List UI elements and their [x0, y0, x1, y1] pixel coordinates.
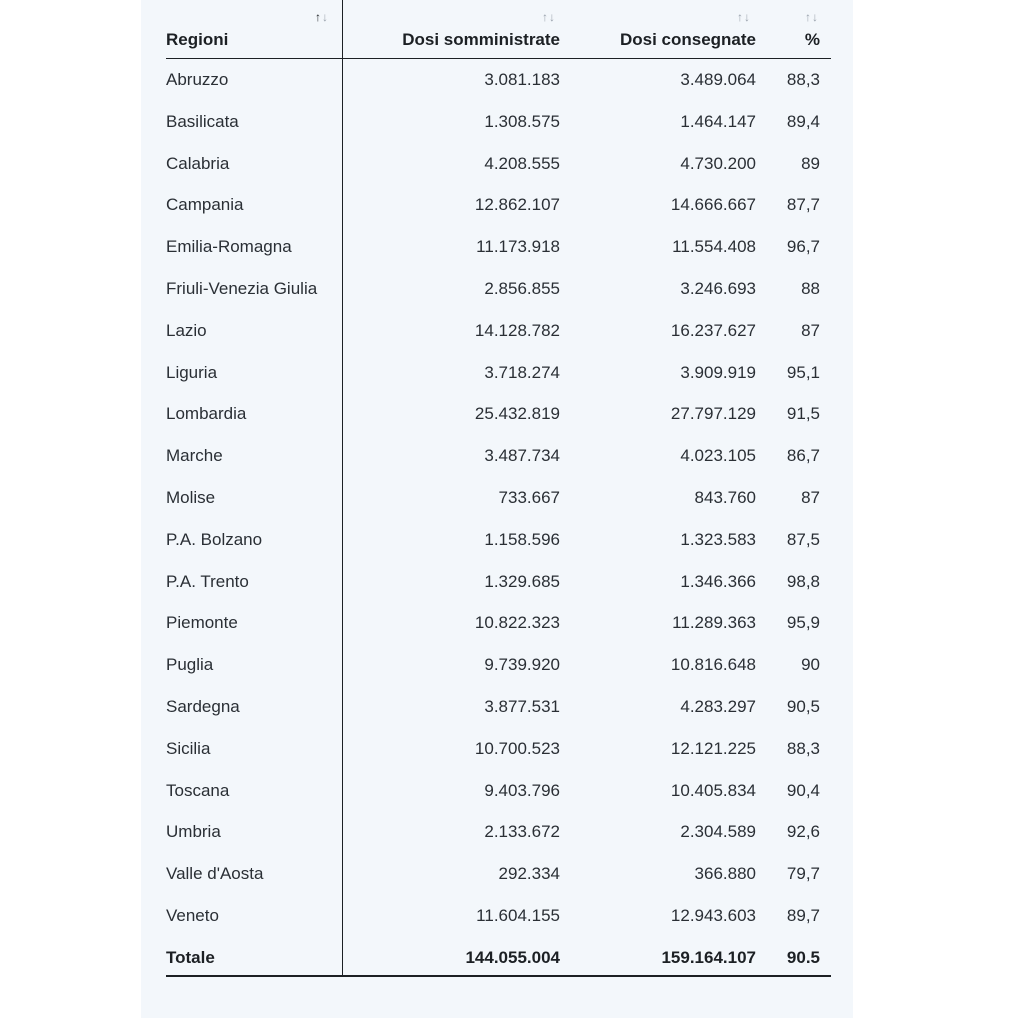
region-cell: Lombardia — [166, 404, 247, 424]
dosi-somministrate-cell: 25.432.819 — [474, 404, 560, 424]
region-cell: Totale — [166, 947, 215, 967]
dosi-consegnate-cell: 2.304.589 — [680, 822, 756, 842]
percent-cell: 87,7 — [786, 195, 820, 215]
dosi-consegnate-cell: 3.246.693 — [680, 278, 756, 298]
dosi-consegnate-cell: 4.283.297 — [680, 696, 756, 716]
region-cell: Toscana — [166, 780, 230, 800]
dosi-consegnate-cell: 843.760 — [694, 487, 756, 507]
dosi-somministrate-cell: 9.739.920 — [484, 655, 560, 675]
percent-cell: 88,3 — [786, 738, 820, 758]
table-row — [166, 268, 831, 310]
region-cell: Lazio — [166, 320, 207, 340]
table-row — [166, 853, 831, 895]
dosi-somministrate-cell: 11.604.155 — [476, 905, 560, 925]
dosi-somministrate-cell: 3.487.734 — [484, 446, 560, 466]
dosi-consegnate-cell: 1.464.147 — [680, 111, 756, 131]
dosi-somministrate-cell: 292.334 — [498, 864, 560, 884]
dosi-somministrate-cell: 144.055.004 — [465, 947, 560, 967]
region-cell: P.A. Bolzano — [166, 529, 263, 549]
dosi-consegnate-cell: 11.289.363 — [672, 613, 756, 633]
dosi-consegnate-cell: 10.405.834 — [670, 780, 756, 800]
dosi-consegnate-cell: 14.666.667 — [670, 195, 756, 215]
dosi-consegnate-cell: 11.554.408 — [672, 237, 756, 257]
header-dosi-somministrate[interactable]: Dosi somministrate — [402, 30, 560, 49]
region-cell: Emilia-Romagna — [166, 237, 292, 257]
percent-cell: 87 — [801, 487, 820, 507]
region-cell: Sicilia — [166, 738, 211, 758]
percent-cell: 90 — [801, 655, 820, 675]
table-row — [166, 310, 831, 352]
percent-cell: 86,7 — [786, 446, 820, 466]
dosi-somministrate-cell: 11.173.918 — [476, 237, 560, 257]
region-cell: Basilicata — [166, 111, 239, 131]
dosi-somministrate-cell: 1.329.685 — [484, 571, 560, 591]
dosi-consegnate-cell: 12.121.225 — [670, 738, 756, 758]
percent-cell: 96,7 — [786, 237, 820, 257]
percent-cell: 89 — [801, 153, 820, 173]
dosi-somministrate-cell: 3.081.183 — [484, 70, 560, 89]
percent-cell: 95,9 — [786, 613, 820, 633]
header-dosi-consegnate[interactable]: Dosi consegnate — [619, 30, 756, 49]
header-regioni[interactable]: Regioni — [166, 30, 229, 49]
region-cell: Marche — [166, 446, 223, 466]
percent-cell: 90,5 — [786, 696, 820, 716]
percent-cell: 89,7 — [786, 905, 820, 925]
region-cell: Calabria — [166, 153, 230, 173]
sort-dosi-somministrate-button[interactable]: ↑↓ — [542, 10, 556, 24]
dosi-somministrate-cell: 1.158.596 — [484, 529, 560, 549]
dosi-somministrate-cell: 10.700.523 — [474, 738, 560, 758]
percent-cell: 91,5 — [786, 404, 820, 424]
region-cell: Umbria — [166, 822, 221, 842]
percent-cell: 92,6 — [786, 822, 820, 842]
dosi-consegnate-cell: 1.323.583 — [680, 529, 756, 549]
table-row — [166, 435, 831, 477]
percent-cell: 90,4 — [786, 780, 820, 800]
total-row — [166, 937, 831, 979]
region-cell: Molise — [166, 487, 216, 507]
region-cell: Piemonte — [166, 613, 238, 633]
table-row — [166, 477, 831, 519]
dosi-consegnate-cell: 10.816.648 — [670, 655, 756, 675]
region-cell: Puglia — [166, 655, 214, 675]
table-row — [166, 686, 831, 728]
dosi-somministrate-cell: 733.667 — [498, 487, 560, 507]
sort-dosi-consegnate-button[interactable]: ↑↓ — [737, 10, 751, 24]
table-row — [166, 728, 831, 770]
dosi-consegnate-cell: 3.909.919 — [680, 362, 756, 382]
dosi-consegnate-cell: 16.237.627 — [670, 320, 756, 340]
dosi-somministrate-cell: 3.877.531 — [484, 696, 560, 716]
percent-cell: 98,8 — [786, 571, 820, 591]
region-cell: Friuli-Venezia Giulia — [166, 278, 318, 298]
table-row — [166, 352, 831, 394]
dosi-consegnate-cell: 4.730.200 — [680, 153, 756, 173]
table-body — [166, 59, 831, 979]
region-cell: Abruzzo — [166, 70, 229, 89]
table-row — [166, 770, 831, 812]
table-row — [166, 393, 831, 435]
dosi-somministrate-cell: 10.822.323 — [474, 613, 560, 633]
table-row — [166, 101, 831, 143]
table-row — [166, 895, 831, 937]
dosi-somministrate-cell: 2.856.855 — [484, 278, 560, 298]
percent-cell: 79,7 — [786, 864, 820, 884]
percent-cell: 88,3 — [786, 70, 820, 89]
percent-cell: 87 — [801, 320, 820, 340]
table-row — [166, 226, 831, 268]
table-bottom-rule — [166, 975, 831, 977]
table-row — [166, 561, 831, 603]
dosi-somministrate-cell: 9.403.796 — [484, 780, 560, 800]
dosi-somministrate-cell: 2.133.672 — [484, 822, 560, 842]
dosi-consegnate-cell: 27.797.129 — [670, 404, 756, 424]
sort-regioni-button[interactable]: ↑↓ — [315, 10, 329, 24]
percent-cell: 87,5 — [786, 529, 820, 549]
header-percent[interactable]: % — [804, 30, 820, 49]
table-row — [166, 644, 831, 686]
region-cell: Veneto — [166, 905, 219, 925]
region-cell: P.A. Trento — [166, 571, 249, 591]
dosi-consegnate-cell: 1.346.366 — [680, 571, 756, 591]
table-row — [166, 811, 831, 853]
percent-cell: 90.5 — [786, 947, 820, 967]
dosi-somministrate-cell: 1.308.575 — [484, 111, 560, 131]
sort-percent-button[interactable]: ↑↓ — [805, 10, 819, 24]
dosi-consegnate-cell: 12.943.603 — [670, 905, 756, 925]
region-cell: Campania — [166, 195, 244, 215]
dosi-consegnate-cell: 4.023.105 — [680, 446, 756, 466]
percent-cell: 88 — [801, 278, 820, 298]
region-cell: Valle d'Aosta — [166, 864, 264, 884]
region-cell: Liguria — [166, 362, 218, 382]
dosi-somministrate-cell: 4.208.555 — [484, 153, 560, 173]
dosi-somministrate-cell: 3.718.274 — [484, 362, 560, 382]
sort-arrow-icon: ↑ — [315, 10, 322, 24]
percent-cell: 95,1 — [786, 362, 820, 382]
table-row — [166, 602, 831, 644]
dosi-somministrate-cell: 14.128.782 — [474, 320, 560, 340]
percent-cell: 89,4 — [786, 111, 820, 131]
table-row — [166, 519, 831, 561]
dosi-consegnate-cell: 159.164.107 — [661, 947, 756, 967]
region-cell: Sardegna — [166, 696, 240, 716]
table-row — [166, 59, 831, 101]
dosi-consegnate-cell: 366.880 — [694, 864, 756, 884]
table-row — [166, 143, 831, 185]
table-header — [166, 0, 831, 59]
dosi-consegnate-cell: 3.489.064 — [680, 70, 756, 89]
table-row — [166, 184, 831, 226]
dosi-somministrate-cell: 12.862.107 — [474, 195, 560, 215]
